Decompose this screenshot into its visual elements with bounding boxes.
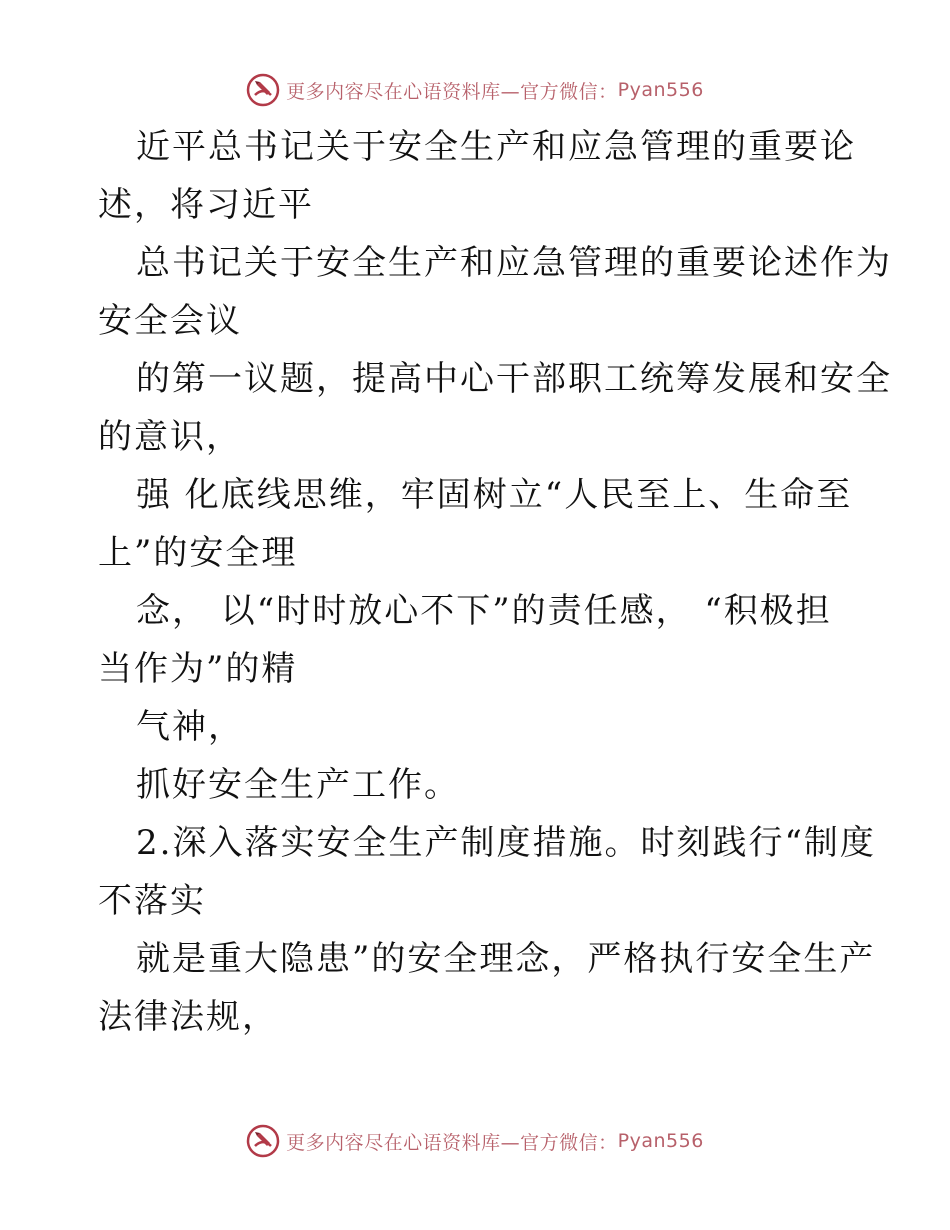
watermark-account: Pyan556 bbox=[617, 79, 704, 101]
paragraph-continuation: 法律法规， bbox=[98, 997, 278, 1037]
footer-watermark bbox=[0, 1121, 950, 1161]
paragraph-first-line: 气神， bbox=[136, 707, 244, 747]
paragraph-first-line: 抓好安全生产工作。 bbox=[136, 765, 460, 805]
paragraph bbox=[98, 930, 876, 1046]
paragraph bbox=[98, 582, 868, 698]
book-pen-logo-icon bbox=[246, 73, 280, 107]
paragraph-continuation: 的意识， bbox=[98, 417, 242, 457]
paragraph-first-line: 总书记关于安全生产和应急管理的重要论述作为 bbox=[136, 243, 892, 283]
paragraph bbox=[98, 814, 876, 930]
book-pen-logo-icon bbox=[246, 1124, 280, 1158]
paragraph-first-line: 强 化底线思维，牢固树立“人民至上、生命至 bbox=[136, 475, 853, 515]
paragraph-continuation: 安全会议 bbox=[98, 301, 242, 341]
paragraph bbox=[98, 234, 892, 350]
paragraph-first-line: 的第一议题，提高中心干部职工统筹发展和安全 bbox=[136, 359, 892, 399]
paragraph-first-line: 近平总书记关于安全生产和应急管理的重要论 bbox=[136, 127, 856, 167]
watermark-text: 更多内容尽在心语资料库—官方微信： bbox=[286, 80, 618, 103]
paragraph bbox=[98, 350, 892, 466]
watermark-account: Pyan556 bbox=[617, 1130, 704, 1152]
watermark-text: 更多内容尽在心语资料库—官方微信： bbox=[286, 1131, 618, 1154]
paragraph-first-line: 念， 以“时时放心不下”的责任感， “积极担 bbox=[136, 591, 832, 631]
paragraph bbox=[98, 756, 868, 814]
paragraph bbox=[98, 698, 868, 756]
paragraph-first-line: 2.深入落实安全生产制度措施。时刻践行“制度 bbox=[136, 823, 876, 863]
paragraph-continuation: 不落实 bbox=[98, 881, 206, 921]
paragraph bbox=[98, 466, 868, 582]
paragraph-continuation: 上”的安全理 bbox=[98, 533, 298, 573]
paragraph-first-line: 就是重大隐患”的安全理念，严格执行安全生产 bbox=[136, 939, 876, 979]
document-body bbox=[98, 118, 892, 1046]
header-watermark bbox=[0, 70, 950, 110]
paragraph bbox=[98, 118, 868, 234]
paragraph-continuation: 当作为”的精 bbox=[98, 649, 298, 689]
paragraph-continuation: 述，将习近平 bbox=[98, 185, 314, 225]
